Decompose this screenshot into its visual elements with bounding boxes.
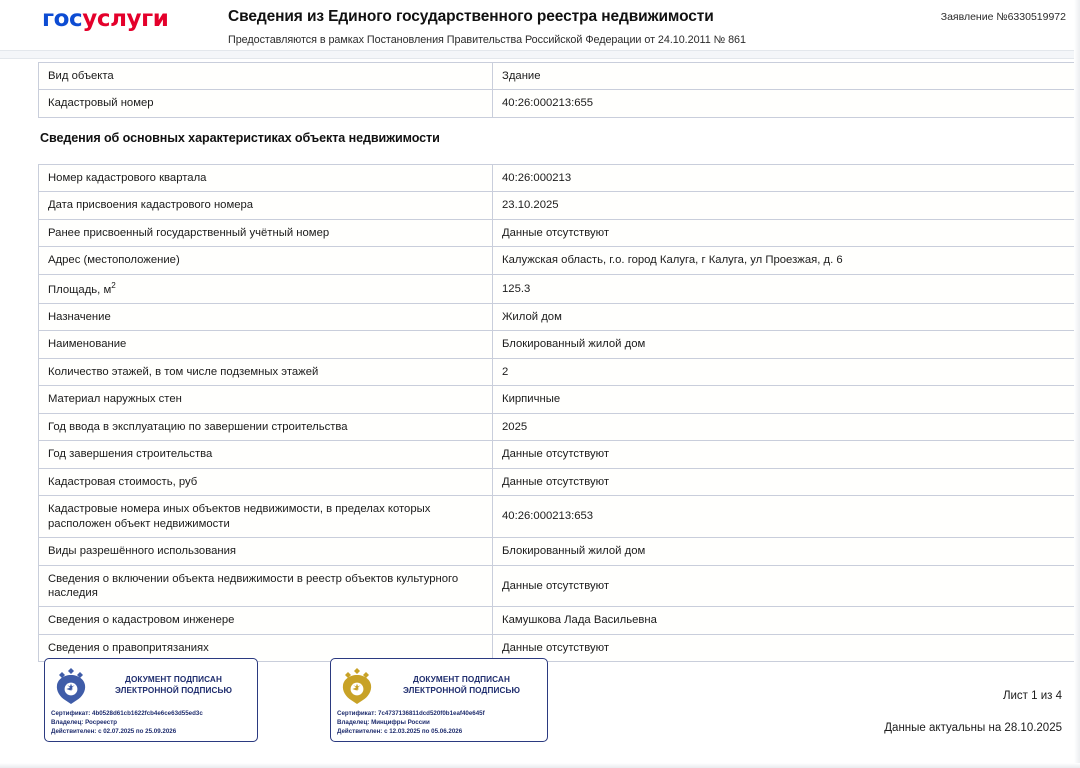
row-label: Наименование <box>39 331 493 358</box>
row-value: Жилой дом <box>493 304 1080 331</box>
application-number: Заявление №6330519972 <box>940 11 1066 23</box>
table-row <box>39 247 1080 274</box>
row-label: Площадь, $м^2$ <box>39 274 493 303</box>
row-value: 40:26:000213:653 <box>493 496 1080 538</box>
stamp-details <box>51 710 250 736</box>
table-row <box>39 358 1080 385</box>
row-value: Калужская область, г.о. город Калуга, г Калуга, ул Проезжая, д. 6 <box>493 247 1080 274</box>
page-edge-right <box>1074 0 1080 768</box>
stamp-heading: ДОКУМЕНТ ПОДПИСАН ЭЛЕКТРОННОЙ ПОДПИСЬЮ <box>115 675 232 695</box>
stamp-owner: Владелец: Росреестр <box>51 718 118 726</box>
stamp-certificate: Сертификат: 7c4737136811dcd520f0b1eaf40e645f <box>337 710 485 717</box>
row-label: Кадастровый номер <box>39 90 493 117</box>
row-value: Кирпичные <box>493 386 1080 413</box>
object-summary-table <box>38 62 1080 118</box>
row-value: 2 <box>493 358 1080 385</box>
stamp-validity: Действителен: с 12.03.2025 по 05.06.2026 <box>337 727 463 735</box>
table-row <box>39 219 1080 246</box>
data-actual-date: Данные актуальны на 28.10.2025 <box>884 722 1062 734</box>
page-title: Сведения из Единого государственного реестра недвижимости <box>228 8 714 25</box>
row-label: Сведения о правопритязаниях <box>39 634 493 661</box>
section-heading: Сведения об основных характеристиках объекта недвижимости <box>40 131 440 145</box>
row-value: Данные отсутствуют <box>493 634 1080 661</box>
table-row <box>39 63 1080 90</box>
table-row <box>39 331 1080 358</box>
table-row <box>39 468 1080 495</box>
row-label: Виды разрешённого использования <box>39 538 493 565</box>
logo-prefix: гос <box>42 6 83 32</box>
row-value: Здание <box>493 63 1080 90</box>
russian-coat-of-arms-icon <box>51 665 91 707</box>
row-label: Дата присвоения кадастрового номера <box>39 192 493 219</box>
stamp-top <box>337 664 540 708</box>
row-value: Камушкова Лада Васильевна <box>493 607 1080 634</box>
table-row <box>39 413 1080 440</box>
header-divider <box>0 50 1080 59</box>
row-value: Блокированный жилой дом <box>493 538 1080 565</box>
table-row <box>39 538 1080 565</box>
row-label: Материал наружных стен <box>39 386 493 413</box>
row-value: Блокированный жилой дом <box>493 331 1080 358</box>
row-value: Данные отсутствуют <box>493 219 1080 246</box>
table-row <box>39 192 1080 219</box>
object-characteristics-table <box>38 164 1080 662</box>
document-header <box>0 0 1080 48</box>
russian-coat-of-arms-icon <box>337 665 377 707</box>
sheet-number: Лист 1 из 4 <box>1002 690 1062 702</box>
row-label: Сведения о включении объекта недвижимости в реестр объектов культурного наследия <box>39 565 493 607</box>
table-row <box>39 496 1080 538</box>
row-label: Кадастровая стоимость, руб <box>39 468 493 495</box>
row-value: 125.3 <box>493 274 1080 303</box>
logo-suffix: услуги <box>82 6 169 32</box>
stamp-certificate: Сертификат: 4b0528d61cb1622fcb4e6ce63d55ed3c <box>51 710 203 717</box>
stamp-details <box>337 710 540 736</box>
page-edge-bottom <box>0 763 1080 768</box>
table-row <box>39 90 1080 117</box>
signature-stamp-rosreestr <box>44 658 258 742</box>
table-row <box>39 441 1080 468</box>
row-value: Данные отсутствуют <box>493 468 1080 495</box>
table-row <box>39 607 1080 634</box>
row-value: Данные отсутствуют <box>493 441 1080 468</box>
stamp-top <box>51 664 250 708</box>
row-label: Сведения о кадастровом инженере <box>39 607 493 634</box>
signature-stamp-mincifry <box>330 658 548 742</box>
row-label: Количество этажей, в том числе подземных этажей <box>39 358 493 385</box>
table-row <box>39 165 1080 192</box>
row-label: Адрес (местоположение) <box>39 247 493 274</box>
row-label: Ранее присвоенный государственный учётный номер <box>39 219 493 246</box>
row-value: 23.10.2025 <box>493 192 1080 219</box>
row-value: 40:26:000213 <box>493 165 1080 192</box>
table-row <box>39 274 1080 303</box>
object-summary-body <box>39 63 1080 118</box>
table-row <box>39 565 1080 607</box>
row-value: Данные отсутствуют <box>493 565 1080 607</box>
stamp-validity: Действителен: с 02.07.2025 по 25.09.2026 <box>51 727 177 735</box>
row-label: Вид объекта <box>39 63 493 90</box>
row-label: Год завершения строительства <box>39 441 493 468</box>
row-label: Номер кадастрового квартала <box>39 165 493 192</box>
row-label: Кадастровые номера иных объектов недвижимости, в пределах которых расположен объект недвижимости <box>39 496 493 538</box>
row-value: 2025 <box>493 413 1080 440</box>
row-label: Год ввода в эксплуатацию по завершении строительства <box>39 413 493 440</box>
row-label: Назначение <box>39 304 493 331</box>
stamp-owner: Владелец: Минцифры России <box>337 718 430 726</box>
row-value: 40:26:000213:655 <box>493 90 1080 117</box>
object-characteristics-body <box>39 165 1080 662</box>
table-row <box>39 386 1080 413</box>
table-row <box>39 304 1080 331</box>
gosuslugi-logo <box>42 8 168 31</box>
stamp-heading: ДОКУМЕНТ ПОДПИСАН ЭЛЕКТРОННОЙ ПОДПИСЬЮ <box>403 675 520 695</box>
superscript: 2 <box>111 280 116 290</box>
page-subtitle: Предоставляются в рамках Постановления Правительства Российской Федерации от 24.10.2011 № 861 <box>228 34 746 46</box>
